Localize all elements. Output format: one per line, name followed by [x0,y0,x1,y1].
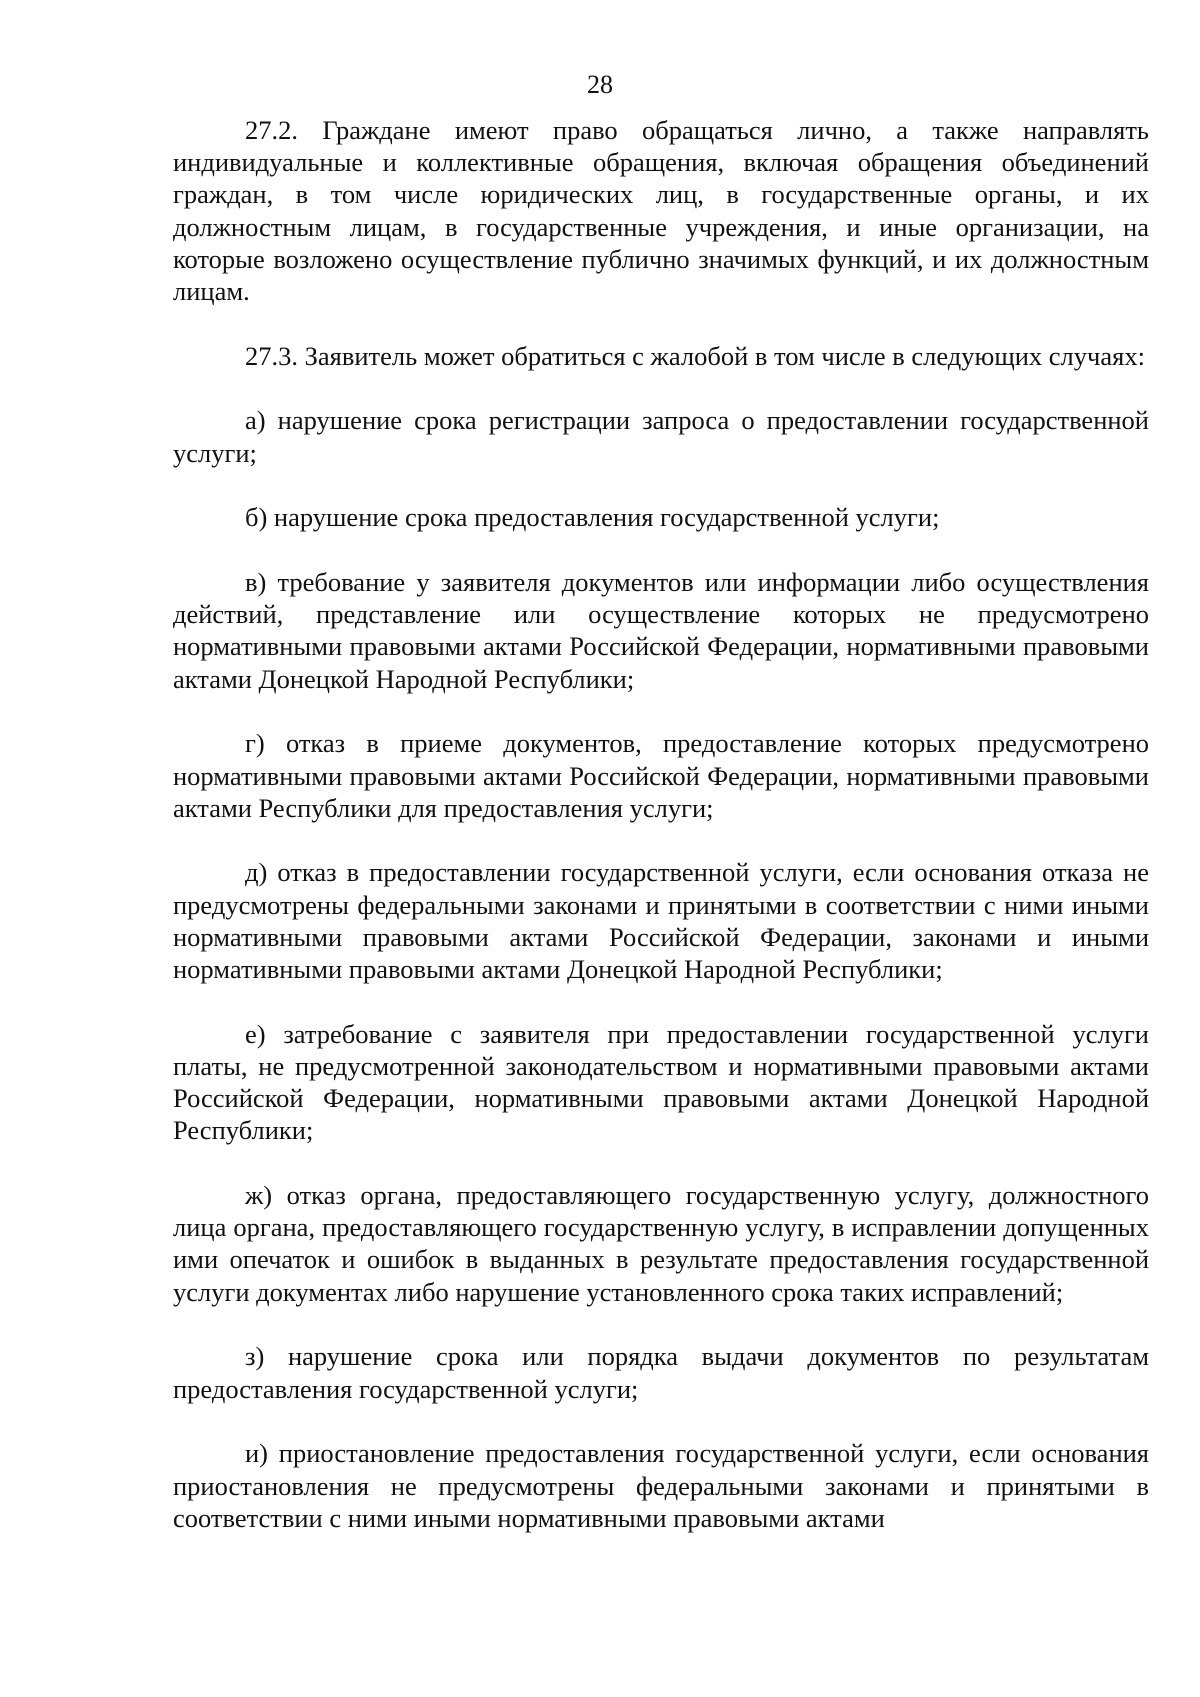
paragraph-27-3: 27.3. Заявитель может обратиться с жалобой в том числе в следующих случаях: [245,340,1145,371]
list-item-g: г) отказ в приеме документов, предоставление которых предусмотрено нормативными правовыми актами Российской Федерации, нормативными правовыми актами Республики для предоставления услуги; [173,728,1149,823]
list-item-a: а) нарушение срока регистрации запроса о предоставлении государственной услуги; [173,405,1149,468]
list-item-i: и) приостановление предоставления государственной услуги, если основания приостановления не предусмотрены федеральными законами и принятыми в соответствии с ними иными нормативными правовыми актами [173,1438,1149,1533]
list-item-e: е) затребование с заявителя при предоставлении государственной услуги платы, не предусмотренной законодательством и нормативными правовыми актами Российской Федерации, нормативными правовыми актами Донецкой Народной Республики; [173,1018,1149,1146]
list-item-v: в) требование у заявителя документов или информации либо осуществления действий, представление или осуществление которых не предусмотрено нормативными правовыми актами Российской Федерации, нормативными правовыми актами Донецкой Народной Республики; [173,567,1149,694]
list-item-z: з) нарушение срока или порядка выдачи документов по результатам предоставления государственной услуги; [173,1341,1149,1404]
list-item-b: б) нарушение срока предоставления государственной услуги; [245,502,940,533]
list-item-zh: ж) отказ органа, предоставляющего государственную услугу, должностного лица органа, предоставляющего государственную услугу, в исправлении допущенных ими опечаток и ошибок в выданных в результате предоставления государственной услуги документах либо нарушение установленного срока таких исправлений; [173,1180,1149,1307]
document-body [173,114,1149,1534]
page-number: 28 [587,70,613,99]
paragraph-27-2: 27.2. Граждане имеют право обращаться лично, а также направлять индивидуальные и коллективные обращения, включая обращения объединений граждан, в том числе юридических лиц, в государственные органы, и их должностным лицам, в государственные учреждения, и иные организации, на которые возложено осуществление публично значимых функций, и их должностным лицам. [173,115,1149,307]
list-item-d: д) отказ в предоставлении государственной услуги, если основания отказа не предусмотрены федеральными законами и принятыми в соответствии с ними иными нормативными правовыми актами Российской Федерации, законами и иными нормативными правовыми актами Донецкой Народной Республики; [173,857,1149,985]
